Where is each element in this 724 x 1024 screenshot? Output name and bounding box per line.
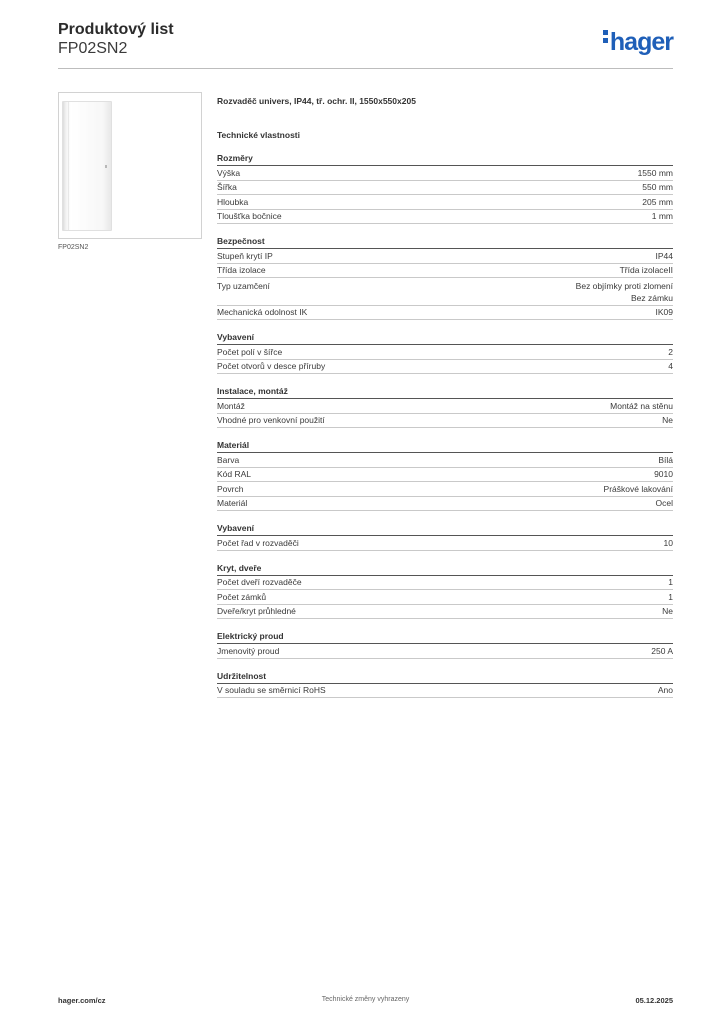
property-label: Mechanická odolnost IK <box>217 307 308 317</box>
property-label: Materiál <box>217 498 248 508</box>
section-title: Bezpečnost <box>217 235 673 249</box>
property-value-line: Ne <box>662 415 673 425</box>
property-label: Počet řad v rozvaděči <box>217 537 299 548</box>
section-title: Udržitelnost <box>217 670 673 684</box>
property-value <box>638 168 673 179</box>
property-value-line: 1550 mm <box>637 167 673 178</box>
property-value <box>658 685 673 696</box>
property-value <box>576 280 673 304</box>
footer-date: 05.12.2025 <box>635 996 673 1005</box>
property-value <box>642 182 673 193</box>
logo-text: hager <box>609 28 673 56</box>
property-label: Počet polí v šířce <box>217 346 283 357</box>
property-label: Kód RAL <box>217 469 252 479</box>
property-value <box>668 577 673 588</box>
section-title: Kryt, dveře <box>217 562 673 576</box>
property-value <box>668 361 673 372</box>
property-row <box>217 644 673 659</box>
property-value <box>656 251 674 262</box>
product-name: Rozvaděč univers, IP44, tř. ochr. II, 1550x550x205 <box>217 96 416 106</box>
property-value <box>668 592 673 603</box>
property-row <box>217 249 673 264</box>
property-row <box>217 195 673 210</box>
property-value <box>652 211 673 222</box>
property-section <box>217 630 673 659</box>
property-label: Dveře/kryt průhledné <box>217 606 296 616</box>
header-divider <box>58 68 673 69</box>
section-title: Instalace, montáž <box>217 385 673 399</box>
property-value-line: Bez zámku <box>630 292 673 303</box>
property-row <box>217 399 673 414</box>
property-row <box>217 468 673 483</box>
property-value-line: 1 <box>668 577 673 587</box>
property-label: Počet zámků <box>217 591 267 602</box>
section-title: Materiál <box>217 439 673 453</box>
property-value <box>656 498 673 509</box>
property-value <box>668 347 673 358</box>
property-value <box>658 455 673 466</box>
property-value <box>656 307 674 318</box>
property-value <box>651 646 673 657</box>
property-value <box>642 197 673 208</box>
properties-sections <box>217 152 673 698</box>
property-row <box>217 210 673 225</box>
property-section <box>217 562 673 620</box>
property-row <box>217 482 673 497</box>
property-label: Jmenovitý proud <box>217 645 280 656</box>
property-label: Počet dveří rozvaděče <box>217 577 302 587</box>
property-row <box>217 684 673 699</box>
property-value <box>664 538 673 549</box>
property-row <box>217 264 673 279</box>
property-row <box>217 453 673 468</box>
property-section <box>217 152 673 224</box>
section-title: Rozměry <box>217 152 673 166</box>
property-value-line: IK09 <box>655 307 673 317</box>
document-title: Produktový list <box>58 21 174 38</box>
property-value <box>620 265 673 276</box>
property-row <box>217 590 673 605</box>
property-value <box>662 606 673 617</box>
footer-note: Technické změny vyhrazeny <box>321 996 410 1003</box>
product-details <box>217 95 673 698</box>
property-value-line: Ne <box>662 606 673 616</box>
property-section <box>217 522 673 551</box>
property-value-line: Práškové lakování <box>603 483 673 494</box>
property-label: V souladu se směrnicí RoHS <box>217 685 326 695</box>
property-row <box>217 414 673 429</box>
property-label: Hloubka <box>217 196 249 207</box>
section-title: Vybavení <box>217 331 673 345</box>
property-label: Barva <box>217 454 240 465</box>
product-image-frame <box>58 92 202 239</box>
property-value-line: 250 A <box>651 645 673 656</box>
property-value <box>654 469 673 480</box>
property-value-line: 1 mm <box>651 211 673 221</box>
page-footer <box>58 996 673 1010</box>
property-value-line: 550 mm <box>642 182 673 192</box>
section-title: Vybavení <box>217 522 673 536</box>
property-label: Šířka <box>217 182 237 192</box>
property-row <box>217 181 673 196</box>
property-row <box>217 605 673 620</box>
property-row <box>217 536 673 551</box>
property-label: Výška <box>217 167 241 178</box>
property-value-line: 1 <box>668 591 673 602</box>
property-row <box>217 497 673 512</box>
property-value-line: IP44 <box>655 250 673 261</box>
property-value-line: Ano <box>657 685 673 695</box>
property-section <box>217 439 673 511</box>
property-row <box>217 278 673 306</box>
property-section <box>217 670 673 699</box>
property-label: Povrch <box>217 483 244 494</box>
property-value-line: 4 <box>668 361 673 371</box>
property-label: Montáž <box>217 400 245 411</box>
property-value-line: 205 mm <box>642 196 673 207</box>
property-row <box>217 306 673 321</box>
property-value-line: Třída izolaceII <box>619 265 673 275</box>
property-value <box>604 484 673 495</box>
property-row <box>217 166 673 181</box>
property-value <box>610 401 673 412</box>
property-value-line: 10 <box>663 537 673 548</box>
property-value-line: Bez objímky proti zlomení <box>575 280 673 291</box>
property-section <box>217 331 673 374</box>
technical-properties-heading: Technické vlastnosti <box>217 130 300 140</box>
property-section <box>217 235 673 320</box>
property-value-line: Montáž na stěnu <box>610 400 673 411</box>
property-label: Třída izolace <box>217 265 266 275</box>
image-caption: FP02SN2 <box>58 244 89 251</box>
logo-dots-icon <box>603 30 608 46</box>
product-code: FP02SN2 <box>58 40 128 57</box>
property-label: Typ uzamčení <box>217 280 270 291</box>
hager-logo <box>603 28 673 56</box>
cabinet-handle <box>105 165 107 168</box>
property-value-line: 9010 <box>654 469 673 479</box>
property-label: Počet otvorů v desce příruby <box>217 361 326 371</box>
cabinet-image <box>62 101 112 231</box>
property-row <box>217 576 673 591</box>
cabinet-edge <box>68 102 69 230</box>
property-row <box>217 360 673 375</box>
property-row <box>217 345 673 360</box>
property-value <box>662 415 673 426</box>
property-value-line: Bílá <box>658 454 673 465</box>
property-value-line: 2 <box>668 346 673 357</box>
property-label: Stupeň krytí IP <box>217 250 273 261</box>
footer-website: hager.com/cz <box>58 996 106 1005</box>
property-label: Tloušťka bočnice <box>217 211 282 221</box>
page-header <box>58 20 673 70</box>
property-label: Vhodné pro venkovní použití <box>217 415 325 425</box>
property-value-line: Ocel <box>655 498 673 508</box>
property-section <box>217 385 673 428</box>
section-title: Elektrický proud <box>217 630 673 644</box>
